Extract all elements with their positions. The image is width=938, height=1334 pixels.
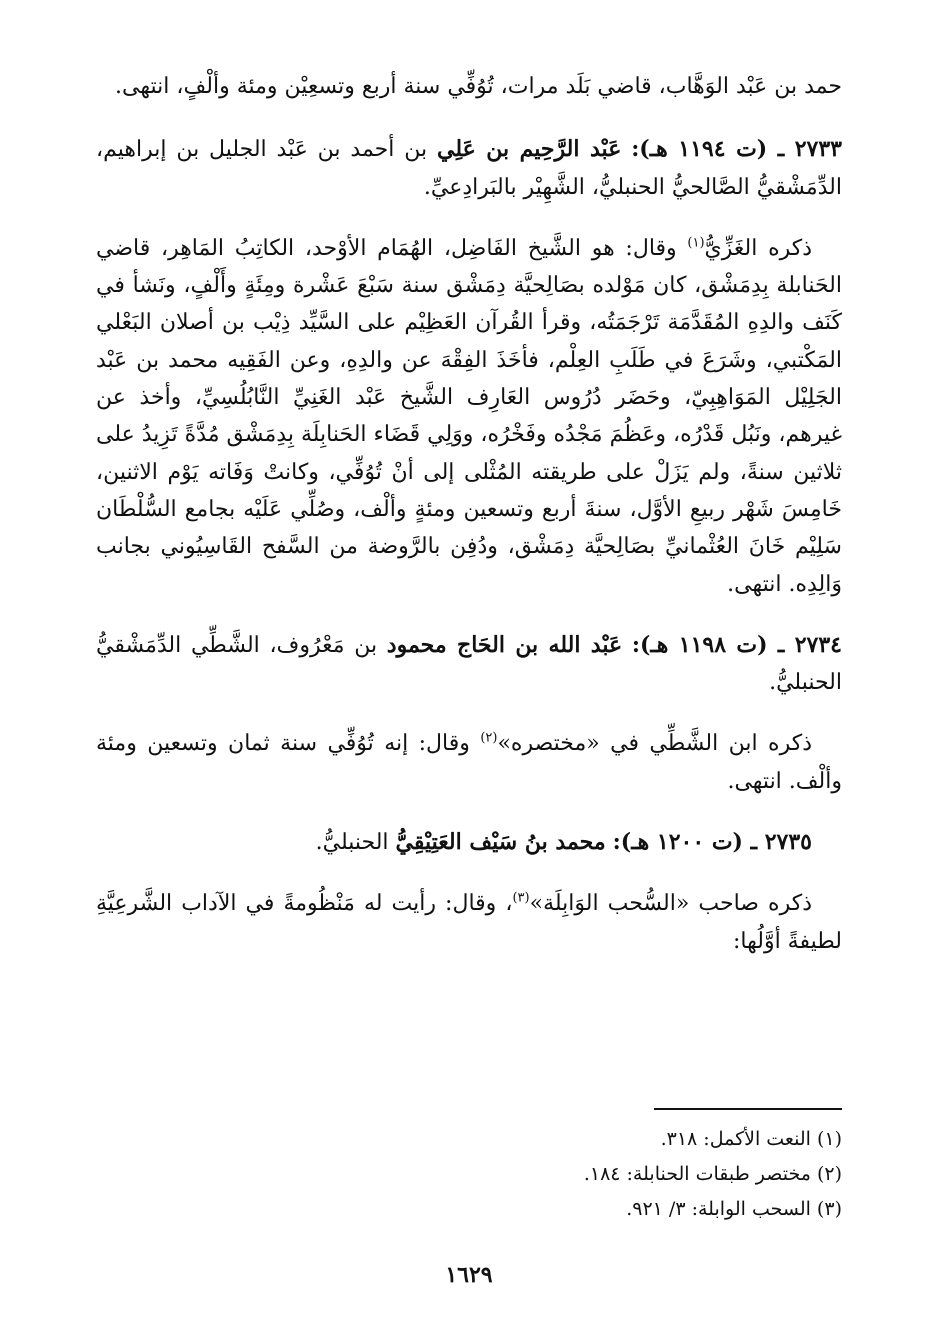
footnote-ref-3[interactable]: (٣) — [512, 891, 530, 907]
paragraph-continuation — [96, 68, 842, 105]
footnote-2: (٢) مختصر طبقات الحنابلة: ١٨٤. — [583, 1163, 842, 1185]
paragraph-text: ، وقال: رأيت له مَنْظُومةً في الآداب الشَّرعِيَّةِ لطيفةً أوَّلُها: — [96, 891, 842, 954]
footnotes — [96, 1122, 842, 1227]
footnote-divider — [654, 1108, 842, 1110]
entry-lineage: بن مَعْرُوف، الشَّطِّي الدِّمَشْقيُّ الحنبليُّ. — [96, 632, 842, 696]
paragraph-biography-2735 — [96, 885, 842, 960]
entry-name: محمد بنُ سَيْف العَتِيْقِيُّ — [395, 829, 606, 856]
entry-name: عَبْد الله بن الحَاج محمود — [386, 631, 623, 658]
footnote-ref-1[interactable]: (١) — [687, 235, 705, 251]
entry-name: عَبْد الرَّحِيم بن عَلِي — [436, 136, 622, 163]
entry-lineage: بن أحمد بن عَبْد الجليل بن إبراهيم، الدِّمَشْقيُّ الصَّالحيُّ الحنبليُّ، الشَّهِيْر بالبَرادِعيِّ. — [96, 137, 842, 200]
paragraph-biography-2733 — [96, 230, 842, 603]
page-number: ١٦٢٩ — [445, 1262, 493, 1288]
paragraph-text: حمد بن عَبْد الوَهَّاب، قاضي بَلَد مرات، تُوُفِّي سنة أربع وتسعِيْن ومئة وألْفٍ، انتهى. — [115, 74, 842, 99]
footnote-ref-2[interactable]: (٢) — [480, 731, 498, 747]
paragraph-lead: ذكره صاحب «السُّحب الوَابِلَة» — [529, 891, 812, 917]
paragraph-text: وقال: هو الشَّيخ الفَاضِل، الهُمَام الأوْحد، الكاتِبُ المَاهِر، قاضي الحَنابلة بِدِمَشْق، كان مَوْلده بصَالِحيَّة دِمَشْق سنة سَبْعَ عَشْرة ومِئَةٍ وأَلْفٍ، ونَشأ في كَنَف والدِهِ المُقَدَّمَة تَرْجَمَتُه، وقرأ القُرآن العَظِيْم على السَّيِّد ذِيْب بن أصلان البَعْلي المَكْتبي، وشَرَعَ في طَلَبِ العِلْم، فأخَذَ الفِقْهَ عن والدِهِ، وعن الفَقِيه محمد بن عَبْد الجَلِيْل المَوَاهِبِيّ، وحَضَر دُرُوس العَارِف الشَّيخ عَبْد الغَنِيِّ النَّابُلُسِيِّ، وأخذ عن غيرهم، ونَبُل قَدْرُه، وعَظُمَ مَجْدُه وفَخْرُه، ووَلِي قَضَاء الحَنابِلَة بِدِمَشْق مُدَّةً تَزِيدُ على ثلاثين سنةً، ولم يَزَلْ على طريقته المُثْلى إلى أنْ تُوُفِّي، وكانتْ وَفَاته يَوْم الاثنين، خَامِسَ شَهْر ربيعِ الأوَّل، سنةَ أربع وتسعين ومئةٍ وألْف، وصُلِّي عَلَيْه بجامع السُّلْطَان سَلِيْم خَانَ العُثْمانيِّ بصَالِحيَّة دِمَشْق، ودُفِن بالرَّوضة من السَّفح القَاسِيُوني بجانب وَالِدِه. انتهى. — [96, 235, 843, 597]
footnote-3: (٣) السحب الوابلة: ٣/ ٩٢١. — [626, 1198, 842, 1220]
entry-number: ٢٧٣٣ ـ (ت ١١٩٤ هـ): — [631, 136, 842, 163]
paragraph-lead: ذكره ابن الشَّطِّي في «مختصره» — [497, 731, 812, 757]
entry-2734 — [96, 627, 842, 702]
paragraph-biography-2734 — [96, 725, 842, 800]
entry-2733 — [96, 131, 842, 206]
entry-lineage: الحنبليُّ. — [315, 830, 396, 856]
paragraph-text: وقال: إنه تُوُفِّي سنة ثمان وتسعين ومئة وألْف. انتهى. — [96, 731, 842, 794]
footnote-1: (١) النعت الأكمل: ٣١٨. — [660, 1128, 842, 1150]
entry-number: ٢٧٣٤ ـ (ت ١١٩٨ هـ): — [631, 631, 842, 658]
entry-2735 — [96, 824, 842, 861]
paragraph-lead: ذكره الغَزِّيُّ — [704, 235, 813, 261]
entry-number: ٢٧٣٥ ـ (ت ١٢٠٠ هـ): — [612, 829, 812, 856]
